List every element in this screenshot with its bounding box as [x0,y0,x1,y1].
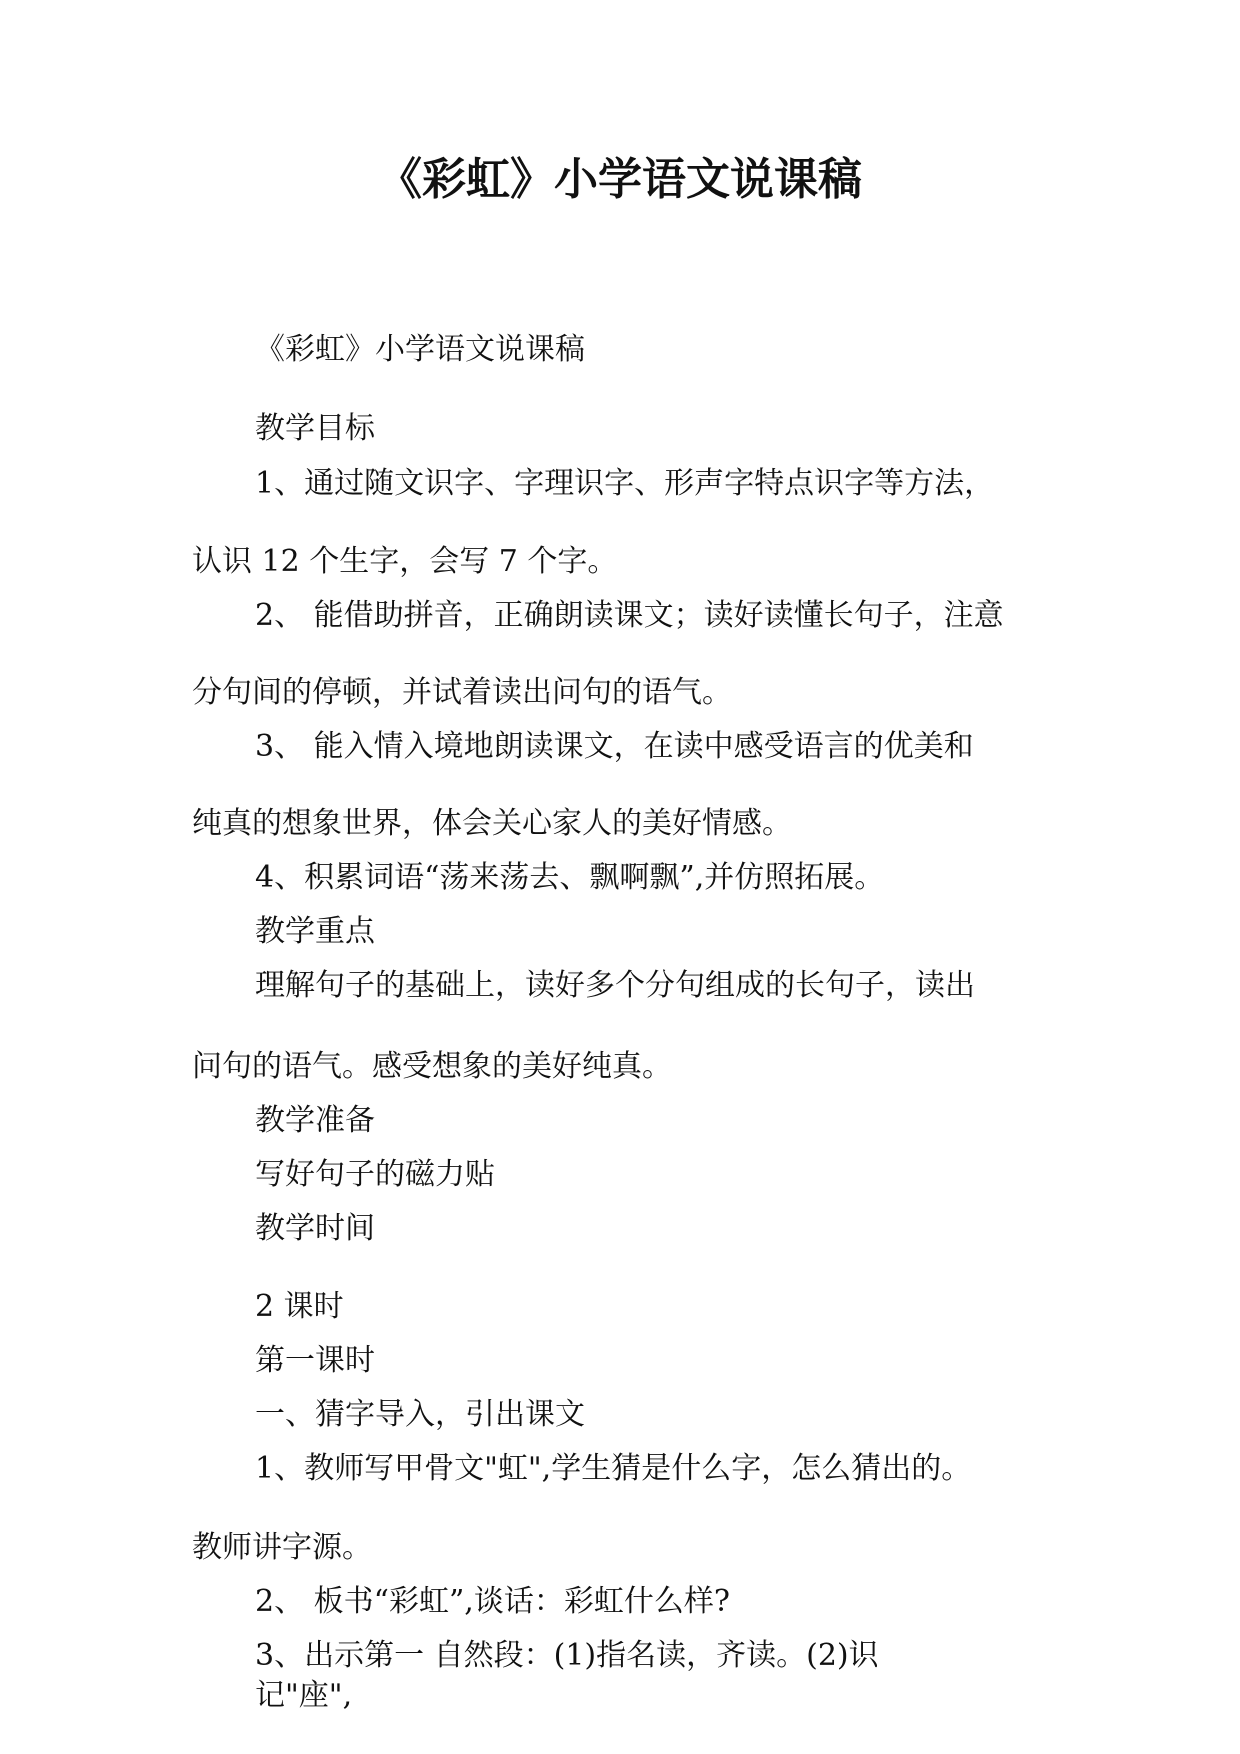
subtitle-line: 《彩虹》小学语文说课稿 [255,332,585,367]
paragraph-line: 教师讲字源。 [192,1530,372,1565]
paragraph-line: 1、教师写甲骨文"虹",学生猜是什么字，怎么猜出的。 [255,1451,972,1486]
paragraph-line: 问句的语气。感受想象的美好纯真。 [192,1049,672,1084]
paragraph-line: 写好句子的磁力贴 [255,1157,495,1192]
paragraph-line: 2、 能借助拼音，正确朗读课文；读好读懂长句子，注意 [255,598,1004,633]
document-title: 《彩虹》小学语文说课稿 [378,154,862,205]
paragraph-line: 分句间的停顿，并试着读出问句的语气。 [192,675,732,710]
paragraph-line: 记"座", [255,1678,353,1713]
paragraph-line: 纯真的想象世界，体会关心家人的美好情感。 [192,806,792,841]
heading-teaching-time: 教学时间 [255,1211,375,1246]
paragraph-line: 3、 能入情入境地朗读课文，在读中感受语言的优美和 [255,729,974,764]
paragraph-line: 3、出示第一 自然段：(1)指名读，齐读。(2)识 [255,1638,879,1673]
heading-teaching-goals: 教学目标 [255,411,375,446]
heading-teaching-prep: 教学准备 [255,1103,375,1138]
paragraph-line: 2、 板书“彩虹”,谈话：彩虹什么样? [255,1584,730,1619]
paragraph-line: 认识 12 个生字，会写 7 个字。 [192,544,618,579]
paragraph-line: 理解句子的基础上，读好多个分句组成的长句子，读出 [255,968,975,1003]
heading-section-one: 一、猜字导入，引出课文 [255,1397,585,1432]
paragraph-line: 2 课时 [255,1289,344,1324]
paragraph-line: 4、积累词语“荡来荡去、飘啊飘”,并仿照拓展。 [255,860,885,895]
paragraph-line: 1、通过随文识字、字理识字、形声字特点识字等方法， [255,466,995,501]
heading-teaching-focus: 教学重点 [255,914,375,949]
heading-first-lesson: 第一课时 [255,1343,375,1378]
